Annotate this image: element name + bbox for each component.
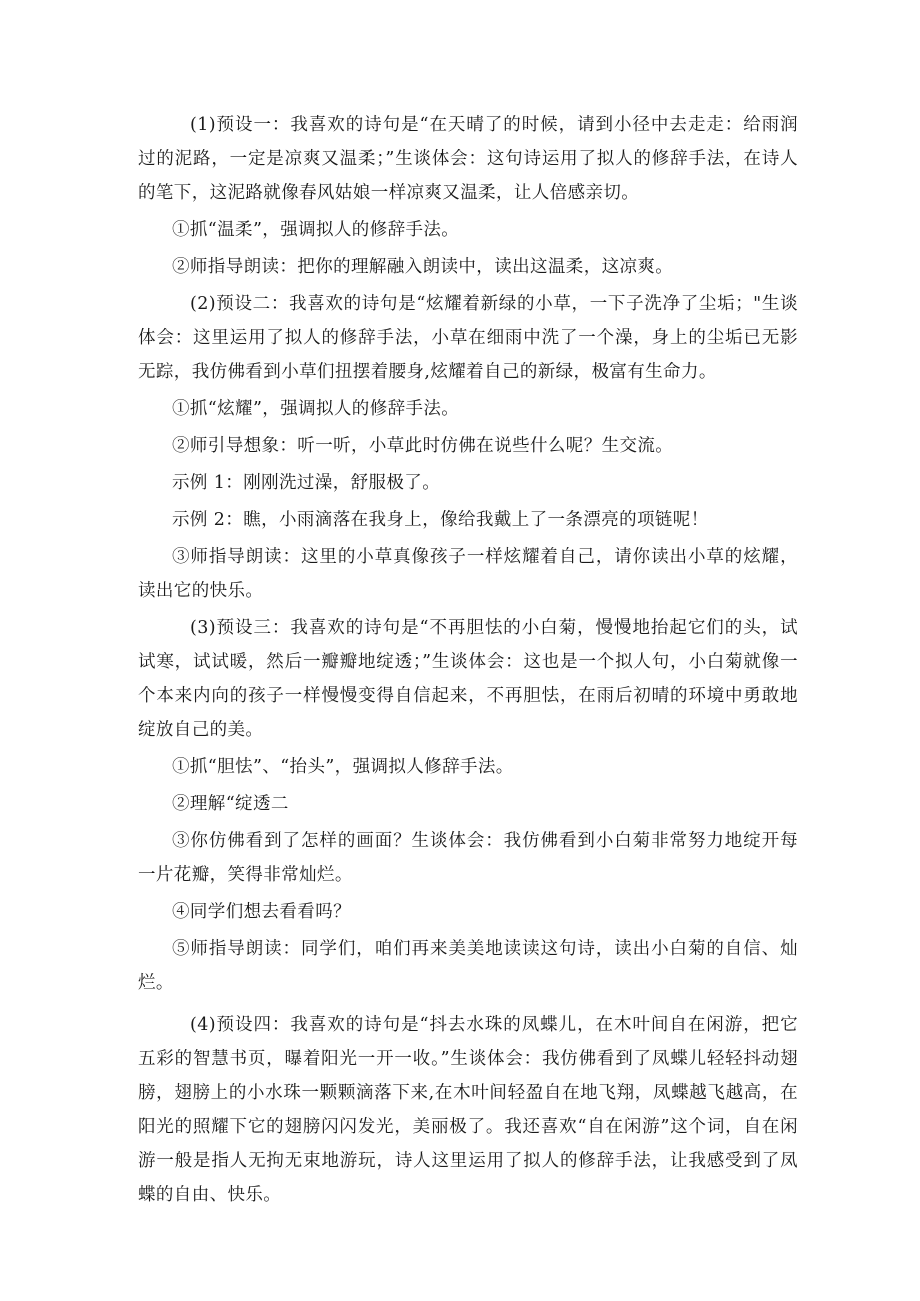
paragraph-point-3-4: ④同学们想去看看吗？	[172, 902, 351, 922]
document-page	[138, 108, 798, 1212]
paragraph-preset-4: (4)预设四：我喜欢的诗句是“抖去水珠的凤蝶儿，在木叶间自在闲游，把它五彩的智慧书页，曝着阳光一开一收。”生谈体会：我仿佛看到了凤蝶儿轻轻抖动翅膀，翅膀上的小水珠一颗颗滴落下来,在木叶间轻盈自在地飞翔，凤蝶越飞越高，在阳光的照耀下它的翅膀闪闪发光，美丽极了。我还喜欢“自在闲游”这个词，自在闲游一般是指人无拘无束地游玩，诗人这里运用了拟人的修辞手法，让我感受到了凤蝶的自由、快乐。	[138, 1015, 798, 1205]
paragraph-point-1-1: ①抓“温柔”，强调拟人的修辞手法。	[172, 220, 460, 240]
paragraph-point-2-3: ③师指导朗读：这里的小草真像孩子一样炫耀着自己，请你读出小草的炫耀，读出它的快乐。	[138, 547, 798, 601]
paragraph-point-3-3: ③你仿佛看到了怎样的画面？生谈体会：我仿佛看到小白菊非常努力地绽开每一片花瓣，笑得非常灿烂。	[138, 831, 798, 885]
paragraph-point-3-5: ⑤师指导朗读：同学们，咱们再来美美地读读这句诗，读出小白菊的自信、灿烂。	[138, 939, 798, 993]
paragraph-preset-1: (1)预设一：我喜欢的诗句是“在天晴了的时候，请到小径中去走走：给雨润过的泥路，一定是凉爽又温柔；”生谈体会：这句诗运用了拟人的修辞手法，在诗人的笔下，这泥路就像春风姑娘一样凉爽又温柔，让人倍感亲切。	[138, 115, 798, 203]
paragraph-point-3-2: ②理解“绽透二	[172, 794, 289, 814]
paragraph-point-2-1: ①抓“炫耀”，强调拟人的修辞手法。	[172, 399, 460, 419]
paragraph-preset-2: (2)预设二：我喜欢的诗句是“炫耀着新绿的小草，一下子洗净了尘垢；"生谈体会：这里运用了拟人的修辞手法，小草在细雨中洗了一个澡，身上的尘垢已无影无踪，我仿佛看到小草们扭摆着腰身,炫耀着自己的新绿，极富有生命力。	[138, 294, 798, 382]
paragraph-point-2-2: ②师引导想象：听一听，小草此时仿佛在说些什么呢？生交流。	[172, 436, 674, 456]
paragraph-example-2: 示例 2：瞧，小雨滴落在我身上，像给我戴上了一条漂亮的项链呢！	[172, 510, 709, 530]
paragraph-preset-3: (3)预设三：我喜欢的诗句是“不再胆怯的小白菊，慢慢地抬起它们的头，试试寒，试试暖，然后一瓣瓣地绽透；”生谈体会：这也是一个拟人句，小白菊就像一个本来内向的孩子一样慢慢变得自信起来，不再胆怯，在雨后初晴的环境中勇敢地绽放自己的美。	[138, 618, 798, 740]
paragraph-point-3-1: ①抓“胆怯”、“抬头”，强调拟人修辞手法。	[172, 757, 514, 777]
paragraph-point-1-2: ②师指导朗读：把你的理解融入朗读中，读出这温柔，这凉爽。	[172, 257, 674, 277]
paragraph-example-1: 示例 1：刚刚洗过澡，舒服极了。	[172, 473, 441, 493]
